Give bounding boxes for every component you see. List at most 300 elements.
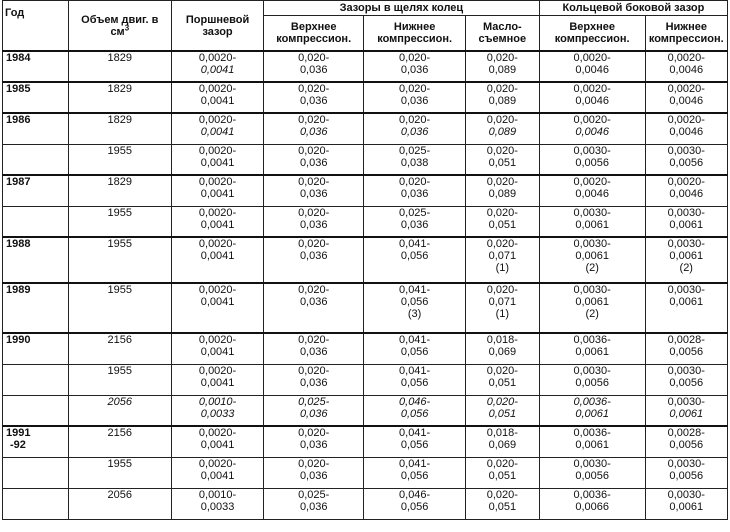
- value-line: 0,056: [400, 500, 429, 513]
- value-line: 0,0030-: [573, 206, 611, 219]
- value-cell: [172, 364, 264, 395]
- value-line: 0,0036-: [573, 488, 611, 501]
- value-cell: [264, 426, 364, 457]
- value-line: 0,071: [488, 250, 517, 262]
- value-line: 0,0036-: [573, 427, 611, 439]
- value-cell: [172, 333, 264, 364]
- value-cell: [172, 457, 264, 488]
- value-line: 0,0061: [575, 407, 609, 420]
- value-line: 0,0046: [575, 126, 609, 138]
- value-cell: [465, 51, 539, 82]
- value-line: 0,0061: [669, 500, 704, 513]
- value-line: 0,036: [400, 64, 429, 76]
- value-line: 0,0030-: [667, 144, 705, 157]
- value-line: 0,0030-: [667, 206, 705, 219]
- value-line: 0,0056: [669, 156, 704, 169]
- value-line: 0,051: [488, 469, 517, 482]
- year-cell: 1990: [3, 333, 69, 364]
- value-line: (2): [585, 308, 599, 320]
- value-line: 0,0041: [200, 64, 235, 76]
- piston-ring-clearance-table: [2, 0, 728, 520]
- value-cell: [264, 51, 364, 82]
- volume-cell: 1829: [68, 113, 172, 144]
- value-line: 0,0030-: [573, 364, 611, 377]
- value-cell: [172, 113, 264, 144]
- value-cell: [465, 237, 539, 283]
- year-cell: [3, 364, 69, 395]
- value-line: 0,0041: [200, 376, 235, 389]
- table-row: [3, 364, 728, 395]
- value-line: 0,089: [488, 64, 517, 76]
- value-line: 0,036: [299, 95, 328, 107]
- header-year: Год: [3, 1, 69, 52]
- value-cell: [172, 488, 264, 519]
- value-line: 0,0056: [669, 346, 704, 358]
- value-line: 0,046-: [399, 395, 431, 408]
- value-cell: [645, 426, 727, 457]
- value-line: 0,0020-: [198, 114, 237, 126]
- value-line: 0,0020-: [198, 457, 237, 470]
- value-cell: [264, 457, 364, 488]
- value-cell: [364, 364, 465, 395]
- value-line: 0,020-: [399, 83, 431, 95]
- value-line: 0,0041: [200, 439, 235, 451]
- value-line: 0,0061: [575, 439, 609, 451]
- value-line: 0,0061: [669, 218, 704, 231]
- value-line: 0,020-: [298, 427, 330, 439]
- value-line: 0,020-: [298, 176, 330, 188]
- value-line: 0,051: [488, 218, 517, 231]
- header-bottom-comp: Нижнее компрессион.: [364, 16, 465, 52]
- header-volume-sup: 3: [124, 22, 130, 32]
- value-cell: [172, 283, 264, 333]
- value-cell: [364, 283, 465, 333]
- value-line: 0,051: [488, 500, 517, 513]
- value-line: 0,0061: [669, 407, 704, 420]
- value-line: 0,020-: [486, 488, 518, 501]
- year-cell: 1991 -92: [3, 426, 69, 457]
- value-cell: [264, 206, 364, 237]
- year-cell: 1985: [3, 82, 69, 113]
- value-line: 0,036: [299, 64, 328, 76]
- value-cell: [172, 206, 264, 237]
- value-line: (1): [495, 262, 510, 274]
- value-line: 0,020-: [298, 206, 330, 219]
- value-cell: [465, 113, 539, 144]
- value-line: 0,020-: [486, 52, 518, 64]
- value-line: 0,036: [299, 250, 328, 262]
- table-row: [3, 51, 728, 82]
- header-piston: Поршневой зазор: [172, 1, 264, 52]
- value-cell: [645, 206, 727, 237]
- value-line: (1): [495, 308, 510, 320]
- value-line: 0,041-: [399, 334, 431, 346]
- value-line: 0,0020-: [198, 284, 237, 296]
- value-line: 0,036: [400, 188, 429, 200]
- value-line: 0,036: [299, 156, 328, 169]
- value-line: 0,0041: [200, 346, 235, 358]
- value-cell: [364, 457, 465, 488]
- value-line: 0,020-: [298, 284, 330, 296]
- value-line: 0,020-: [486, 114, 518, 126]
- value-line: 0,0041: [200, 218, 235, 231]
- value-line: 0,020-: [486, 364, 518, 377]
- value-cell: [465, 333, 539, 364]
- year-cell: 1989: [3, 283, 69, 333]
- value-line: 0,0056: [669, 439, 704, 451]
- value-line: 0,020-: [298, 114, 330, 126]
- value-line: 0,0041: [200, 95, 235, 107]
- value-line: 0,0041: [200, 296, 235, 308]
- volume-cell: 1829: [68, 175, 172, 206]
- volume-cell: 1955: [68, 206, 172, 237]
- value-line: 0,0036-: [573, 395, 611, 408]
- value-line: 0,089: [488, 188, 517, 200]
- value-cell: [539, 51, 645, 82]
- year-cell: 1986: [3, 113, 69, 144]
- value-cell: [364, 237, 465, 283]
- value-line: (3): [407, 308, 422, 320]
- value-cell: [264, 283, 364, 333]
- value-line: 0,038: [400, 156, 429, 169]
- value-line: 0,069: [488, 346, 517, 358]
- table-header: [3, 1, 728, 52]
- value-line: 0,0030-: [667, 284, 705, 296]
- year-cell: [3, 206, 69, 237]
- value-cell: [645, 457, 727, 488]
- value-cell: [264, 364, 364, 395]
- value-line: 0,020-: [486, 83, 518, 95]
- value-line: 0,056: [400, 346, 429, 358]
- value-line: 0,0061: [669, 250, 704, 262]
- header-volume-text: Объем двиг. в см: [81, 13, 159, 38]
- value-line: 0,036: [299, 296, 328, 308]
- value-line: 0,0020-: [198, 206, 237, 219]
- value-cell: [539, 113, 645, 144]
- year-cell: 1984: [3, 51, 69, 82]
- value-cell: [645, 82, 727, 113]
- value-line: 0,0041: [200, 469, 235, 482]
- value-cell: [364, 333, 465, 364]
- value-line: 0,020-: [298, 334, 330, 346]
- value-cell: [645, 113, 727, 144]
- value-cell: [364, 144, 465, 175]
- value-line: 0,0020-: [198, 83, 237, 95]
- value-cell: [264, 144, 364, 175]
- value-cell: [364, 82, 465, 113]
- value-cell: [465, 395, 539, 426]
- value-line: 0,036: [299, 500, 328, 513]
- value-line: 0,020-: [486, 206, 518, 219]
- year-cell: [3, 395, 69, 426]
- value-line: 0,036: [400, 95, 429, 107]
- value-cell: [539, 283, 645, 333]
- value-cell: [539, 144, 645, 175]
- value-cell: [539, 395, 645, 426]
- value-cell: [465, 82, 539, 113]
- value-line: 0,0020-: [573, 52, 611, 64]
- value-line: 0,036: [299, 439, 328, 451]
- value-cell: [172, 175, 264, 206]
- value-cell: [172, 237, 264, 283]
- value-line: 0,0041: [200, 156, 235, 169]
- value-cell: [539, 82, 645, 113]
- value-line: 0,0030-: [573, 238, 611, 250]
- value-cell: [172, 426, 264, 457]
- value-cell: [465, 283, 539, 333]
- value-line: 0,056: [400, 376, 429, 389]
- value-line: 0,020-: [399, 52, 431, 64]
- value-line: 0,0020-: [667, 83, 705, 95]
- table-row: [3, 144, 728, 175]
- value-cell: [539, 206, 645, 237]
- value-line: 0,089: [488, 95, 517, 107]
- table-row: [3, 333, 728, 364]
- year-cell: [3, 488, 69, 519]
- volume-cell: 2056: [68, 488, 172, 519]
- table-row: [3, 426, 728, 457]
- value-cell: [264, 113, 364, 144]
- value-cell: [364, 395, 465, 426]
- table-row: [3, 82, 728, 113]
- volume-cell: 2156: [68, 333, 172, 364]
- value-line: 0,020-: [486, 144, 518, 157]
- value-cell: [539, 488, 645, 519]
- value-line: 0,056: [400, 439, 429, 451]
- value-line: 0,041-: [399, 457, 431, 470]
- value-line: 0,0030-: [667, 457, 705, 470]
- value-line: 0,025-: [399, 144, 431, 157]
- volume-cell: 1955: [68, 144, 172, 175]
- value-cell: [264, 237, 364, 283]
- value-cell: [172, 144, 264, 175]
- value-line: 0,0036-: [573, 334, 611, 346]
- value-line: (2): [679, 262, 693, 274]
- value-line: 0,0030-: [573, 144, 611, 157]
- value-cell: [264, 82, 364, 113]
- header-oil: Масло-съемное: [465, 16, 539, 52]
- value-line: 0,018-: [486, 427, 518, 439]
- value-line: 0,0020-: [198, 238, 237, 250]
- volume-cell: 1829: [68, 51, 172, 82]
- table-row: [3, 206, 728, 237]
- value-cell: [465, 426, 539, 457]
- value-cell: [364, 488, 465, 519]
- value-cell: [645, 364, 727, 395]
- header-ring-gap: Зазоры в щелях колец: [264, 1, 540, 16]
- value-line: 0,0056: [669, 469, 704, 482]
- value-cell: [465, 488, 539, 519]
- value-line: 0,020-: [399, 176, 431, 188]
- table-row: [3, 113, 728, 144]
- value-line: 0,020-: [486, 395, 518, 408]
- value-line: 0,051: [488, 407, 517, 420]
- value-line: 0,036: [299, 346, 328, 358]
- table-row: [3, 283, 728, 333]
- header-volume: [68, 1, 172, 52]
- value-cell: [645, 283, 727, 333]
- value-cell: [539, 333, 645, 364]
- volume-cell: 1955: [68, 237, 172, 283]
- table-row: [3, 175, 728, 206]
- table-body: [3, 51, 728, 519]
- value-line: 0,0010-: [198, 395, 237, 408]
- table-row: [3, 395, 728, 426]
- volume-cell: 1955: [68, 457, 172, 488]
- value-line: 0,0020-: [198, 427, 237, 439]
- value-line: 0,056: [400, 469, 429, 482]
- value-cell: [364, 206, 465, 237]
- value-line: 0,020-: [298, 457, 330, 470]
- value-line: 0,0020-: [667, 52, 705, 64]
- value-line: 0,025-: [298, 488, 330, 501]
- value-line: 0,056: [400, 250, 429, 262]
- year-cell: [3, 144, 69, 175]
- value-line: 0,0046: [669, 126, 704, 138]
- value-line: 0,0020-: [667, 114, 705, 126]
- value-line: 0,020-: [298, 52, 330, 64]
- value-line: 0,0041: [200, 250, 235, 262]
- value-line: 0,0056: [575, 376, 609, 389]
- value-line: 0,0046: [575, 95, 609, 107]
- value-line: 0,0028-: [667, 427, 705, 439]
- value-line: 0,069: [488, 439, 517, 451]
- value-line: 0,0020-: [198, 334, 237, 346]
- value-line: 0,036: [299, 376, 328, 389]
- year-cell: 1987: [3, 175, 69, 206]
- value-line: 0,0020-: [573, 114, 611, 126]
- value-line: 0,0020-: [573, 176, 611, 188]
- value-cell: [172, 51, 264, 82]
- value-line: 0,041-: [399, 284, 431, 296]
- value-line: 0,0020-: [198, 364, 237, 377]
- value-line: 0,0020-: [198, 176, 237, 188]
- value-line: 0,020-: [298, 364, 330, 377]
- volume-cell: 1829: [68, 82, 172, 113]
- value-cell: [645, 144, 727, 175]
- value-line: 0,036: [299, 407, 328, 420]
- value-line: 0,020-: [298, 144, 330, 157]
- value-line: 0,0033: [200, 500, 235, 513]
- value-cell: [364, 426, 465, 457]
- value-cell: [264, 395, 364, 426]
- value-line: (2): [585, 262, 599, 274]
- value-cell: [465, 457, 539, 488]
- value-line: 0,071: [488, 296, 517, 308]
- value-cell: [364, 175, 465, 206]
- header-side-bottom: Нижнее компрессион.: [645, 16, 727, 52]
- year-cell: [3, 457, 69, 488]
- header-side-top: Верхнее компрессион.: [539, 16, 645, 52]
- value-line: 0,0046: [669, 95, 704, 107]
- value-line: 0,056: [400, 407, 429, 420]
- value-line: 0,0066: [575, 500, 609, 513]
- value-line: 0,0041: [200, 188, 235, 200]
- value-line: 0,0046: [575, 64, 609, 76]
- value-cell: [539, 237, 645, 283]
- value-cell: [539, 175, 645, 206]
- value-line: 0,089: [488, 126, 517, 138]
- value-cell: [645, 333, 727, 364]
- table-row: [3, 237, 728, 283]
- value-cell: [264, 175, 364, 206]
- value-line: 0,041-: [399, 427, 431, 439]
- value-line: 0,041-: [399, 364, 431, 377]
- value-line: 0,020-: [298, 83, 330, 95]
- value-line: 0,025-: [399, 206, 431, 219]
- value-cell: [172, 395, 264, 426]
- value-line: 0,0020-: [198, 144, 237, 157]
- value-line: 0,0061: [575, 250, 609, 262]
- volume-cell: 1955: [68, 283, 172, 333]
- value-line: 0,0061: [669, 296, 704, 308]
- value-cell: [364, 51, 465, 82]
- value-line: 0,036: [299, 126, 328, 138]
- value-cell: [645, 51, 727, 82]
- value-cell: [645, 237, 727, 283]
- value-cell: [264, 488, 364, 519]
- value-line: 0,0056: [575, 156, 609, 169]
- value-line: 0,0056: [575, 469, 609, 482]
- volume-cell: 2056: [68, 395, 172, 426]
- header-side-gap: Кольцевой боковой зазор: [539, 1, 727, 16]
- value-line: 0,0030-: [667, 238, 705, 250]
- value-line: 0,0030-: [667, 364, 705, 377]
- value-line: 0,0030-: [667, 395, 705, 408]
- value-cell: [364, 113, 465, 144]
- value-line: 0,036: [400, 126, 429, 138]
- value-line: 0,020-: [399, 114, 431, 126]
- value-cell: [645, 395, 727, 426]
- table-row: [3, 457, 728, 488]
- value-line: 0,018-: [486, 334, 518, 346]
- value-line: 0,0020-: [667, 176, 705, 188]
- spec-table-wrapper: [2, 0, 728, 520]
- value-line: 0,020-: [486, 284, 518, 296]
- value-line: 0,0028-: [667, 334, 705, 346]
- value-line: 0,036: [299, 469, 328, 482]
- value-cell: [465, 364, 539, 395]
- value-line: 0,046-: [399, 488, 431, 501]
- value-line: 0,0061: [575, 218, 609, 231]
- value-cell: [539, 426, 645, 457]
- volume-cell: 1955: [68, 364, 172, 395]
- value-line: 0,036: [400, 218, 429, 231]
- value-line: 0,020-: [486, 176, 518, 188]
- volume-cell: 2156: [68, 426, 172, 457]
- value-cell: [465, 206, 539, 237]
- value-line: 0,041-: [399, 238, 431, 250]
- header-top-comp: Верхнее компрессион.: [264, 16, 364, 52]
- value-line: 0,036: [299, 218, 328, 231]
- value-cell: [264, 333, 364, 364]
- value-line: 0,0056: [669, 376, 704, 389]
- value-line: 0,0046: [669, 64, 704, 76]
- value-line: 0,0030-: [573, 284, 611, 296]
- value-line: 0,0020-: [573, 83, 611, 95]
- value-line: 0,0010-: [198, 488, 237, 501]
- value-line: 0,0033: [200, 407, 235, 420]
- value-line: 0,0061: [575, 346, 609, 358]
- value-line: 0,020-: [298, 238, 330, 250]
- value-line: 0,020-: [486, 238, 518, 250]
- value-cell: [465, 144, 539, 175]
- value-cell: [465, 175, 539, 206]
- value-cell: [645, 488, 727, 519]
- value-cell: [172, 82, 264, 113]
- value-line: 0,051: [488, 376, 517, 389]
- value-cell: [645, 175, 727, 206]
